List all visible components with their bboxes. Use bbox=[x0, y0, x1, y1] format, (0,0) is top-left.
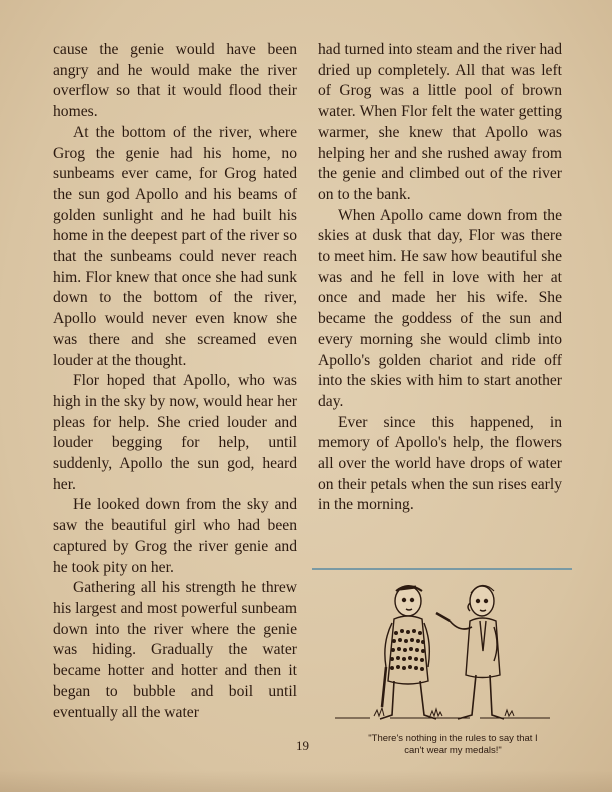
section-divider bbox=[312, 568, 572, 570]
paragraph: had turned into steam and the river had dried up completely. All that was left of Grog was a little pool of brown water. When Flor felt the water getting warmer, she knew that Apollo was helping her and she rushed away from the genie and climbed out of the river on to the bank. bbox=[318, 41, 562, 203]
left-column bbox=[53, 40, 297, 723]
paragraph: When Apollo came down from the skies at dusk that day, Flor was there to meet him. He saw how beautiful she was and he fell in love with her at once and made her his wife. She became the goddess of the sun and every morning she would climb into Apollo's golden chariot and ride off into the skies with him to start another day. bbox=[318, 206, 562, 410]
paragraph: cause the genie would have been angry and he would make the river overflow so that it would flood their homes. bbox=[53, 41, 297, 121]
page-number: 19 bbox=[296, 738, 309, 753]
paragraph: Gathering all his strength he threw his largest and most powerful sunbeam down into the river where the genie was hiding. Gradually the water became hotter and hotter and then it began to bubble and boil until eventually all the water bbox=[53, 579, 297, 721]
paragraph: Flor hoped that Apollo, who was high in the sky by now, would hear her pleas for help. She cried louder and louder begging for help, until suddenly, Apollo the sun god, heard her. bbox=[53, 372, 297, 493]
cartoon-caption: "There's nothing in the rules to say that I can't wear my medals!" bbox=[368, 733, 538, 756]
right-column bbox=[318, 40, 562, 516]
left-figure bbox=[380, 586, 436, 719]
ground bbox=[335, 708, 550, 718]
cartoon-illustration bbox=[330, 575, 560, 730]
paragraph: Ever since this happened, in memory of Apollo's help, the flowers all over the world have drops of water on their petals when the sun rises early in the morning. bbox=[318, 413, 562, 514]
paragraph: He looked down from the sky and saw the beautiful girl who had been captured by Grog the river genie and he took pity on her. bbox=[53, 496, 297, 576]
right-figure bbox=[436, 585, 504, 719]
paragraph: At the bottom of the river, where Grog the genie had his home, no sunbeams ever came, for Grog hated the sun god Apollo and his beams of golden sunlight and he had built his home in the deepest part of the river so that the sunbeams could never reach him. Flor knew that once she had sunk down to the bottom of the river, Apollo would never even know she was there and she screamed even louder at the thought. bbox=[53, 123, 297, 369]
page-edge-shadow bbox=[0, 770, 612, 792]
